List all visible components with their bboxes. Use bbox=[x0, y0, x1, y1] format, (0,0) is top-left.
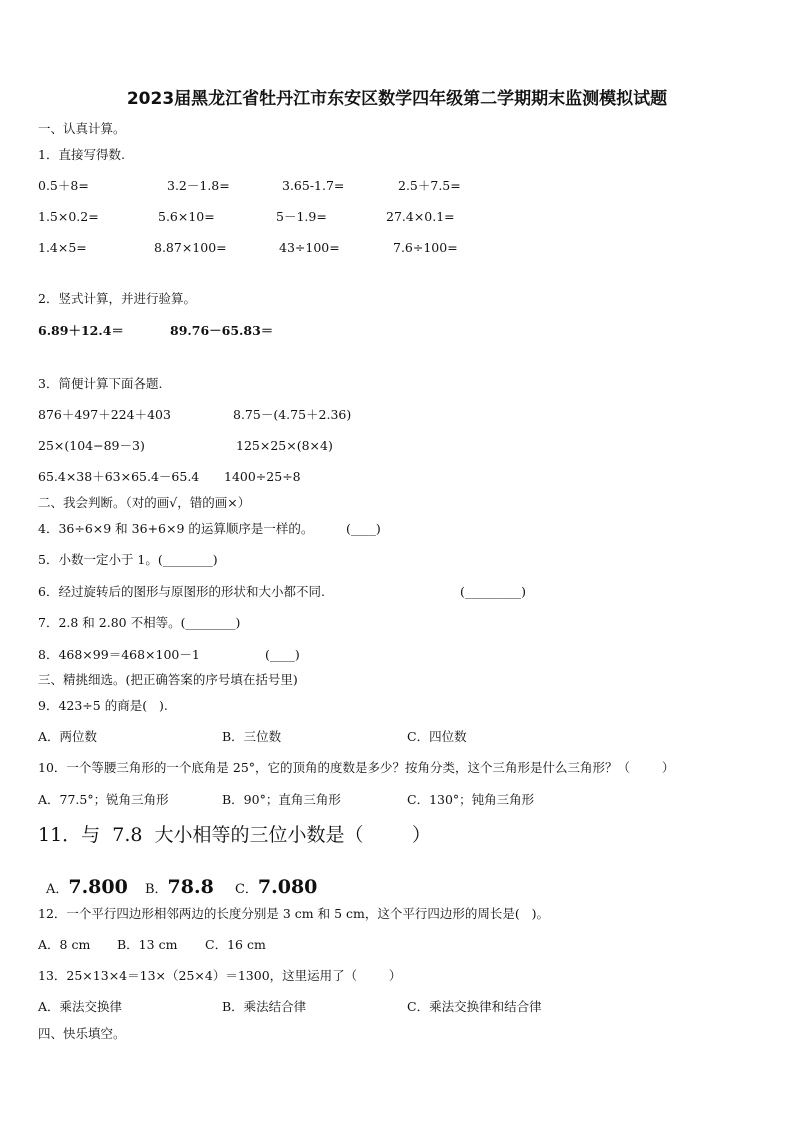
q1-item: 5.6×10= bbox=[158, 209, 215, 224]
q3-item: 8.75－(4.75＋2.36) bbox=[233, 407, 352, 422]
option-label: C． bbox=[234, 882, 258, 897]
q3-prompt: 3．简便计算下面各题. bbox=[38, 376, 163, 391]
q2-item: 89.76－65.83＝ bbox=[170, 323, 274, 338]
section3-heading: 三、精挑细选。(把正确答案的序号填在括号里) bbox=[38, 672, 298, 687]
q9-option[interactable]: C．四位数 bbox=[407, 729, 467, 744]
q10-prompt: 10．一个等腰三角形的一个底角是 25°，它的顶角的度数是多少？按角分类，这个三角形是什么三角形？（ ） bbox=[38, 760, 675, 775]
q1-item: 1.5×0.2= bbox=[38, 209, 99, 224]
judge-item: 7．2.8 和 2.80 不相等。(________) bbox=[38, 615, 241, 630]
q10-option[interactable]: C．130°；钝角三角形 bbox=[407, 792, 535, 807]
q12-option[interactable]: C．16 cm bbox=[205, 937, 266, 952]
q1-item: 0.5＋8= bbox=[38, 178, 89, 193]
section1-heading: 一、认真计算。 bbox=[38, 121, 126, 136]
q9-option[interactable]: B．三位数 bbox=[222, 729, 282, 744]
option-value: 78.8 bbox=[167, 876, 214, 898]
page-title: 2023届黑龙江省牡丹江市东安区数学四年级第二学期期末监测模拟试题 bbox=[126, 89, 668, 109]
q1-item: 1.4×5= bbox=[38, 240, 87, 255]
option-value: 7.800 bbox=[68, 876, 128, 898]
q3-item: 125×25×(8×4) bbox=[236, 438, 333, 453]
q1-item: 8.87×100= bbox=[154, 240, 227, 255]
judge-item: 8．468×99＝468×100－1 bbox=[38, 647, 200, 662]
q11-prompt: 11．与 7.8 大小相等的三位小数是（ ） bbox=[38, 824, 431, 846]
answer-blank[interactable]: (_________) bbox=[460, 584, 527, 599]
option-label: A． bbox=[45, 882, 69, 897]
q1-item: 7.6÷100= bbox=[393, 240, 458, 255]
q13-option[interactable]: B．乘法结合律 bbox=[222, 999, 307, 1014]
answer-blank[interactable]: (____) bbox=[265, 647, 300, 662]
option-value: 7.080 bbox=[257, 876, 318, 898]
q3-item: 25×(104−89－3) bbox=[38, 438, 145, 453]
q9-prompt: 9．423÷5 的商是( ). bbox=[38, 698, 168, 713]
judge-item: 4．36÷6×9 和 36+6×9 的运算顺序是一样的。 bbox=[38, 521, 314, 536]
q11-option-b[interactable] bbox=[137, 863, 214, 898]
q3-item: 65.4×38＋63×65.4－65.4 bbox=[38, 469, 200, 484]
q1-item: 3.2－1.8= bbox=[167, 178, 230, 193]
q1-prompt: 1．直接写得数. bbox=[38, 147, 125, 162]
judge-item: 5．小数一定小于 1。(________) bbox=[38, 552, 218, 567]
answer-blank[interactable]: (____) bbox=[346, 521, 381, 536]
section2-heading: 二、我会判断。（对的画√，错的画×） bbox=[38, 495, 251, 510]
q1-item: 5－1.9= bbox=[276, 209, 327, 224]
q3-item: 1400÷25÷8 bbox=[224, 469, 301, 484]
q3-item: 876＋497＋224＋403 bbox=[38, 407, 171, 422]
q12-option[interactable]: A．8 cm bbox=[38, 937, 91, 952]
q11-option-c[interactable] bbox=[227, 863, 317, 898]
q13-option[interactable]: C．乘法交换律和结合律 bbox=[407, 999, 542, 1014]
option-label: B． bbox=[144, 882, 168, 897]
q12-prompt: 12．一个平行四边形相邻两边的长度分别是 3 cm 和 5 cm，这个平行四边形的周长是( )。 bbox=[38, 906, 550, 921]
q1-item: 27.4×0.1= bbox=[386, 209, 455, 224]
q13-option[interactable]: A．乘法交换律 bbox=[38, 999, 123, 1014]
q10-option[interactable]: B．90°；直角三角形 bbox=[222, 792, 341, 807]
judge-item: 6．经过旋转后的图形与原图形的形状和大小都不同. bbox=[38, 584, 325, 599]
q10-option[interactable]: A．77.5°；锐角三角形 bbox=[38, 792, 169, 807]
q9-option[interactable]: A．两位数 bbox=[38, 729, 98, 744]
q13-prompt: 13．25×13×4＝13×（25×4）＝1300，这里运用了（ ） bbox=[38, 968, 402, 983]
q2-prompt: 2．竖式计算，并进行验算。 bbox=[38, 291, 196, 306]
q1-item: 43÷100= bbox=[279, 240, 340, 255]
q12-option[interactable]: B．13 cm bbox=[117, 937, 178, 952]
q1-item: 3.65-1.7= bbox=[282, 178, 345, 193]
q2-item: 6.89＋12.4＝ bbox=[38, 323, 124, 338]
q1-item: 2.5＋7.5= bbox=[398, 178, 461, 193]
section4-heading: 四、快乐填空。 bbox=[38, 1026, 126, 1041]
q11-option-a[interactable] bbox=[38, 863, 128, 898]
